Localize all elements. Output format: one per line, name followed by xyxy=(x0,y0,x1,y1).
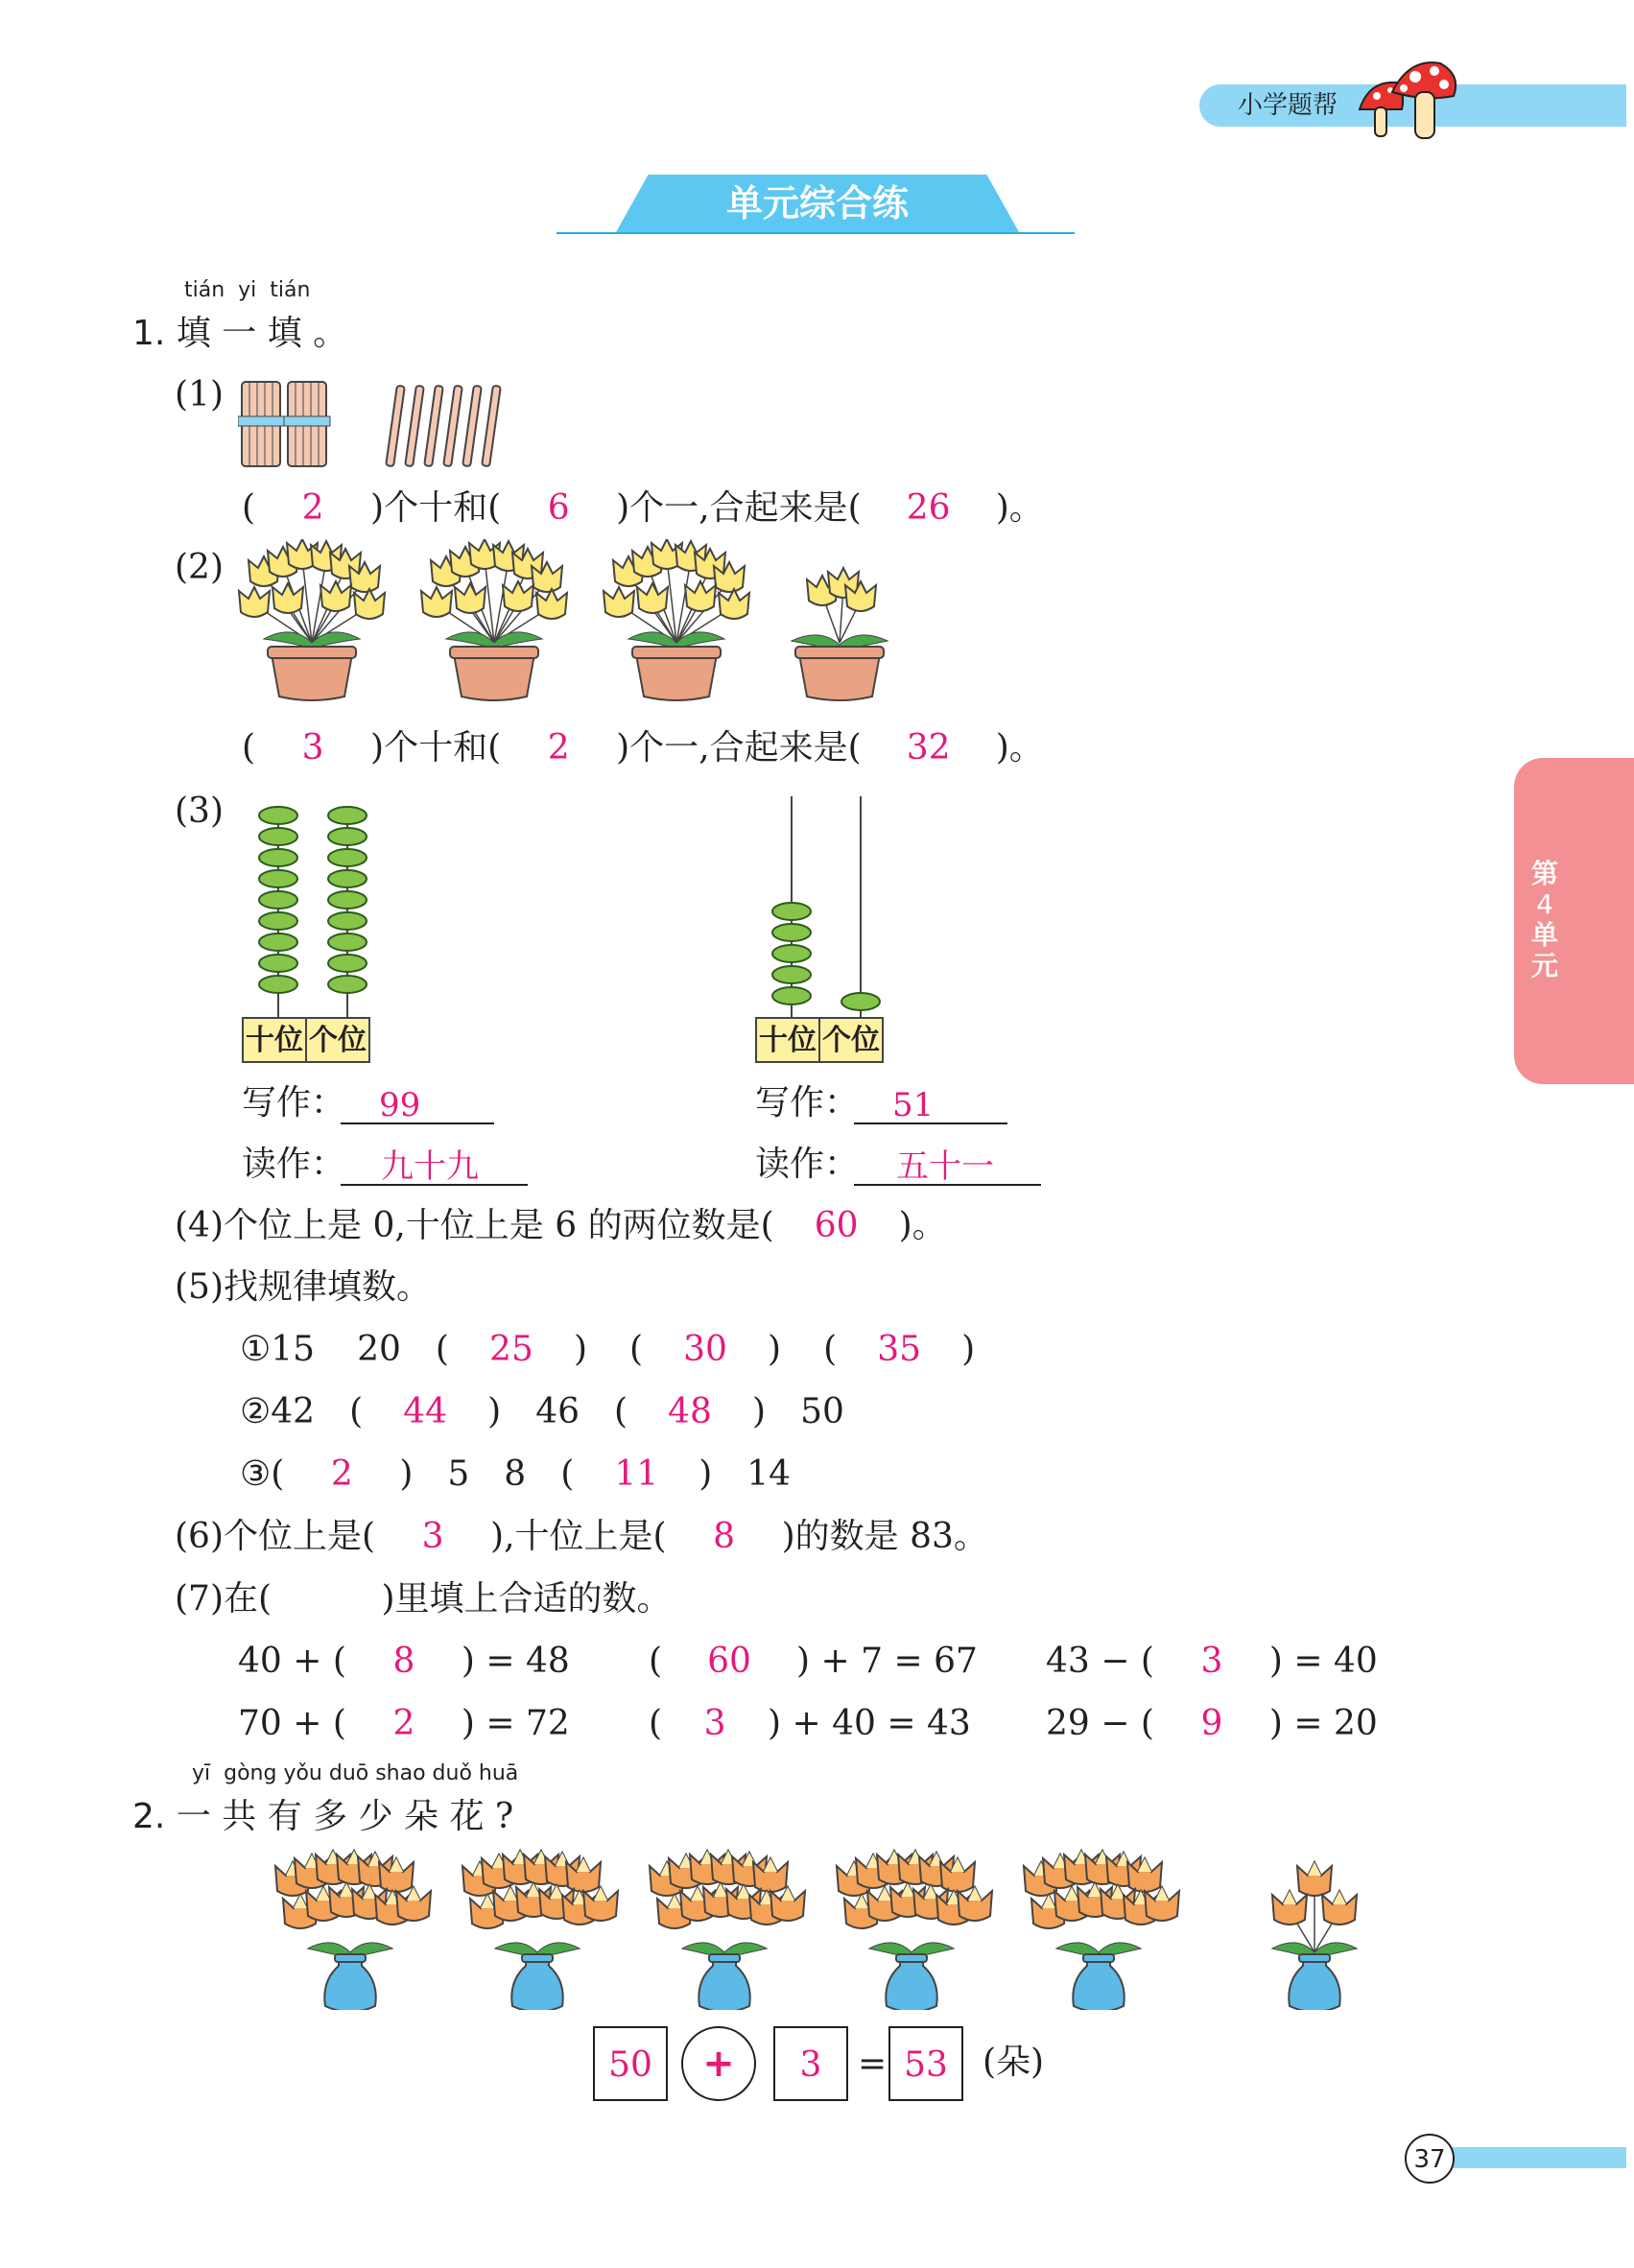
right-write-answer: 51 xyxy=(854,1086,1007,1124)
q2-box-c: 53 xyxy=(888,2026,963,2101)
mushroom-icon xyxy=(1348,56,1463,144)
brand-label: 小学题帮 xyxy=(1238,91,1338,120)
p5-row1: ①15 20 ( 25 ) ( 30 ) ( 35 ) xyxy=(240,1330,976,1369)
p7-eq6: 29 − ( 9 ) = 20 xyxy=(1046,1704,1378,1743)
p6-line: (6)个位上是( 3 ),十位上是( 8 )的数是 83。 xyxy=(175,1517,988,1556)
vase-flowers-illustration xyxy=(273,1847,1406,2010)
left-write-answer: 99 xyxy=(341,1086,494,1124)
p7-eq3: 43 − ( 3 ) = 40 xyxy=(1046,1642,1378,1681)
title-underline xyxy=(557,232,1075,234)
q1-pinyin: tián yi tián xyxy=(184,278,311,302)
p2-label: (2) xyxy=(175,548,224,587)
potted-flowers-illustration xyxy=(235,539,907,712)
abacus-left xyxy=(240,787,393,1017)
right-read-label: 读作： xyxy=(755,1145,860,1184)
abacus-left-place-labels: 十位 个位 xyxy=(242,1017,370,1063)
footer-bar xyxy=(1434,2147,1626,2168)
p4-line: (4)个位上是 0,十位上是 6 的两位数是( 60 )。 xyxy=(175,1206,947,1245)
p3-label: (3) xyxy=(175,791,224,831)
page-title: 单元综合练 xyxy=(725,182,909,224)
p5-row2: ②42 ( 44 ) 46 ( 48 ) 50 xyxy=(240,1392,844,1431)
p7-eq5: ( 3 ) + 40 = 43 xyxy=(649,1704,971,1743)
q2-equals: = xyxy=(858,2044,888,2084)
page-number: 37 xyxy=(1405,2134,1455,2184)
q1-heading: 1. 填 一 填 。 xyxy=(132,314,348,353)
abacus-right xyxy=(753,787,907,1017)
stick-bundles-illustration xyxy=(238,376,545,472)
q2-box-b: 3 xyxy=(773,2026,848,2101)
p7-eq4: 70 + ( 2 ) = 72 xyxy=(238,1704,570,1743)
q2-unit: (朵) xyxy=(983,2043,1045,2082)
p1-answer-line: ( 2 )个十和( 6 )个一,合起来是( 26 )。 xyxy=(242,488,1044,528)
p1-label: (1) xyxy=(175,375,224,414)
p5-title: (5)找规律填数。 xyxy=(175,1267,431,1307)
q2-operator-circle: + xyxy=(681,2026,756,2101)
left-write-label: 写作： xyxy=(242,1083,346,1122)
p7-eq2: ( 60 ) + 7 = 67 xyxy=(649,1642,978,1681)
abacus-right-place-labels: 十位 个位 xyxy=(755,1017,884,1063)
right-write-label: 写作： xyxy=(755,1083,860,1122)
q2-box-a: 50 xyxy=(593,2026,668,2101)
q2-heading: 2. 一 共 有 多 少 朵 花 ? xyxy=(132,1797,514,1836)
p7-title: (7)在( )里填上合适的数。 xyxy=(175,1579,672,1618)
left-read-answer: 九十九 xyxy=(341,1147,528,1186)
p7-eq1: 40 + ( 8 ) = 48 xyxy=(238,1642,570,1681)
p2-answer-line: ( 3 )个十和( 2 )个一,合起来是( 32 )。 xyxy=(242,728,1044,768)
left-read-label: 读作： xyxy=(242,1145,346,1184)
q2-pinyin: yī gòng yǒu duō shao duǒ huā xyxy=(192,1761,519,1785)
p5-row3: ③( 2 ) 5 8 ( 11 ) 14 xyxy=(240,1454,792,1494)
unit-tab-label: 第 4 单 元 xyxy=(1530,858,1558,981)
right-read-answer: 五十一 xyxy=(854,1147,1041,1186)
